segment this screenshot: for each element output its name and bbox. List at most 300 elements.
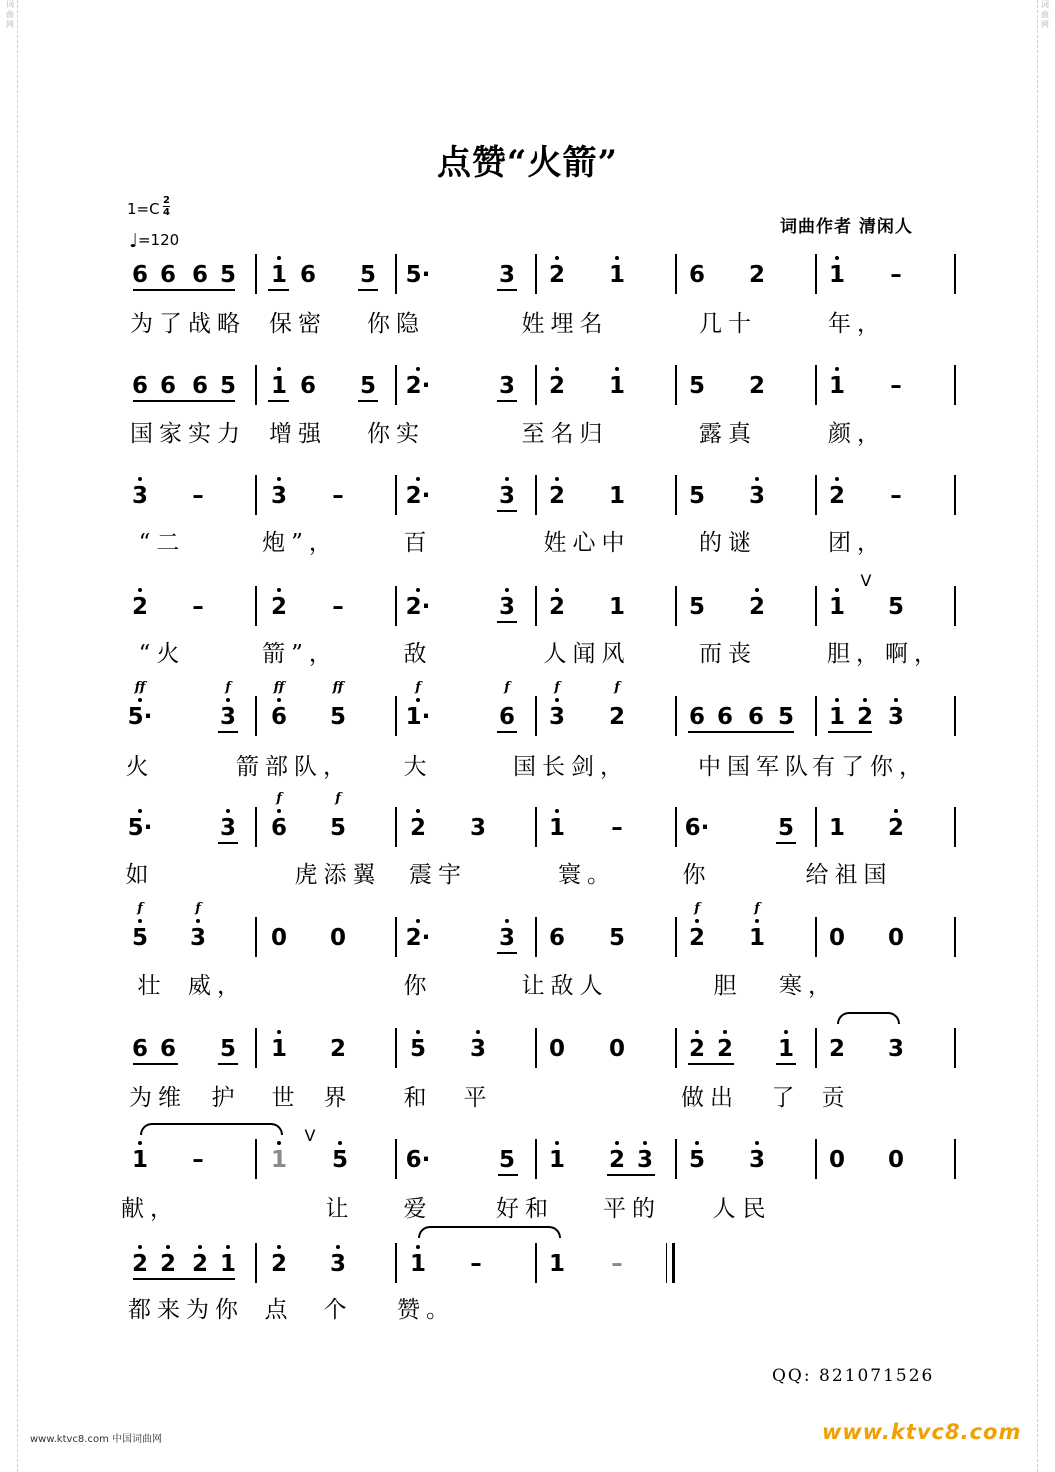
note: 6: [131, 1036, 149, 1062]
note: 1: [748, 925, 766, 951]
note: –: [611, 1251, 623, 1277]
lyric-text: 都来为你: [128, 1297, 244, 1323]
bar-line: [395, 1028, 397, 1068]
lyric-text: 点: [264, 1297, 294, 1323]
lyric-text: 民: [742, 1196, 772, 1222]
lyric-text: 让: [325, 1196, 355, 1222]
lyric-text: 虎添翼: [294, 862, 382, 888]
bar-line: [675, 1139, 677, 1179]
lyric-text: 百: [403, 530, 433, 556]
lyric-text: 姓心中: [543, 530, 631, 556]
octave-dot: [138, 477, 142, 481]
octave-dot: [505, 477, 509, 481]
lyric-text: 人闻风: [543, 641, 631, 667]
octave-dot: [138, 809, 142, 813]
note: 1: [548, 815, 566, 841]
time-signature-top: 2: [163, 195, 170, 206]
note: 2·: [405, 373, 431, 399]
octave-dot: [277, 698, 281, 702]
bar-line: [255, 1139, 257, 1179]
author-credit: 词曲作者 清闲人: [780, 217, 913, 237]
note: –: [470, 1251, 482, 1277]
note: 6: [159, 1036, 177, 1062]
octave-dot: [695, 1141, 699, 1145]
bar-line: [255, 254, 257, 294]
note: 1: [828, 373, 846, 399]
octave-dot: [277, 1141, 281, 1145]
note: 6: [548, 925, 566, 951]
beam-underline: [218, 731, 238, 733]
dynamic-mark: ff: [134, 680, 146, 695]
lyric-text: 胆: [713, 973, 743, 999]
beam-underline: [497, 731, 517, 733]
octave-dot: [755, 1141, 759, 1145]
lyric-text: 如: [125, 862, 155, 888]
lyric-text: 大: [403, 754, 433, 780]
lyric-text: 了: [771, 1085, 801, 1111]
bar-line: [395, 475, 397, 515]
lyric-text: 贡: [821, 1085, 851, 1111]
octave-dot: [894, 698, 898, 702]
lyric-text: 爱: [403, 1196, 433, 1222]
beam-underline: [268, 289, 289, 291]
octave-dot: [416, 809, 420, 813]
beam-underline: [607, 1174, 655, 1176]
note: 5: [131, 925, 149, 951]
slur-tie: [140, 1123, 283, 1135]
note: 2: [548, 262, 566, 288]
lyric-text: 而丧: [699, 641, 757, 667]
note: 3: [219, 704, 237, 730]
note: 2: [270, 1251, 288, 1277]
note: 2: [548, 483, 566, 509]
bar-line: [255, 696, 257, 736]
note: 1: [608, 483, 626, 509]
octave-dot: [555, 367, 559, 371]
note: 6: [131, 373, 149, 399]
beam-underline: [497, 952, 517, 954]
note: 0: [887, 925, 905, 951]
bar-line: [954, 807, 956, 847]
footer-logo: www.ktvc8.com: [822, 1420, 1022, 1444]
dynamic-mark: f: [504, 680, 510, 695]
note: 1: [409, 1251, 427, 1277]
lyric-text: 你: [682, 862, 712, 888]
note: –: [890, 373, 902, 399]
octave-dot: [555, 1141, 559, 1145]
note: 3: [329, 1251, 347, 1277]
slur-tie: [418, 1226, 561, 1238]
octave-dot: [138, 698, 142, 702]
beam-underline: [688, 731, 794, 733]
note: –: [890, 483, 902, 509]
beam-underline: [497, 289, 517, 291]
lyric-text: 寰。: [558, 862, 616, 888]
lyric-text: 个: [323, 1297, 353, 1323]
octave-dot: [198, 1245, 202, 1249]
note: –: [192, 594, 204, 620]
bar-line: [535, 586, 537, 626]
time-signature-bottom: 4: [163, 207, 170, 218]
note: 6·: [405, 1147, 431, 1173]
note: 2: [131, 1251, 149, 1277]
note: 2: [748, 594, 766, 620]
octave-dot: [416, 919, 420, 923]
beam-underline: [776, 842, 796, 844]
dynamic-mark: f: [225, 680, 231, 695]
bar-line: [954, 1139, 956, 1179]
note: 1: [828, 704, 846, 730]
note: 5: [608, 925, 626, 951]
note: 6: [747, 704, 765, 730]
note: 3: [887, 704, 905, 730]
octave-dot: [835, 588, 839, 592]
lyric-text: 颜，: [828, 421, 886, 447]
note: 5: [331, 1147, 349, 1173]
octave-dot: [784, 1030, 788, 1034]
note: 1: [270, 1147, 288, 1173]
bar-line: [395, 586, 397, 626]
bar-line: [535, 807, 537, 847]
tempo-value: =120: [137, 231, 180, 249]
note: 2: [270, 594, 288, 620]
note: 1: [828, 594, 846, 620]
breath-mark: V: [304, 1126, 316, 1145]
bar-line: [535, 1243, 537, 1283]
quarter-note-icon: ♩: [129, 230, 138, 252]
octave-dot: [226, 809, 230, 813]
note: 1: [777, 1036, 795, 1062]
note: –: [611, 815, 623, 841]
note: 1·: [405, 704, 431, 730]
bar-line: [395, 1139, 397, 1179]
lyric-text: 露真: [699, 421, 757, 447]
note: 5·: [127, 704, 153, 730]
note: 6: [159, 262, 177, 288]
octave-dot: [138, 588, 142, 592]
note: 1: [608, 373, 626, 399]
octave-dot: [338, 1141, 342, 1145]
note: 6: [498, 704, 516, 730]
octave-dot: [336, 1245, 340, 1249]
lyric-text: 炮”，: [262, 530, 338, 556]
octave-dot: [863, 698, 867, 702]
bar-line: [255, 475, 257, 515]
octave-dot: [476, 1030, 480, 1034]
bar-line: [815, 475, 817, 515]
lyric-text: 你隐: [367, 311, 425, 337]
note: 3: [469, 1036, 487, 1062]
octave-dot: [835, 256, 839, 260]
lyric-text: 为了战略: [130, 311, 246, 337]
beam-underline: [133, 289, 235, 291]
bar-line: [255, 365, 257, 405]
note: 3: [219, 815, 237, 841]
note: 2: [887, 815, 905, 841]
note: 5: [219, 1036, 237, 1062]
lyric-text: 团，: [828, 530, 886, 556]
note: 3: [748, 1147, 766, 1173]
dynamic-mark: f: [415, 680, 421, 695]
octave-dot: [138, 1245, 142, 1249]
bar-line: [954, 475, 956, 515]
note: 6: [131, 262, 149, 288]
note: 3: [887, 1036, 905, 1062]
bar-line: [815, 1028, 817, 1068]
note: 6: [688, 704, 706, 730]
bar-line: [815, 917, 817, 957]
lyric-text: 护: [211, 1085, 241, 1111]
lyric-text: 箭部队，: [236, 754, 352, 780]
lyric-text: 威，: [188, 973, 246, 999]
note: 0: [270, 925, 288, 951]
side-watermark-right: 词 曲 网: [1037, 0, 1052, 1472]
bar-line: [954, 696, 956, 736]
octave-dot: [416, 1030, 420, 1034]
bar-line: [535, 696, 537, 736]
octave-dot: [138, 1141, 142, 1145]
octave-dot: [894, 809, 898, 813]
bar-line: [675, 696, 677, 736]
bar-line: [672, 1243, 675, 1283]
octave-dot: [695, 1030, 699, 1034]
octave-dot: [555, 809, 559, 813]
note: –: [192, 483, 204, 509]
octave-dot: [226, 1245, 230, 1249]
lyric-text: 赞。: [397, 1297, 455, 1323]
lyric-text: 有了你，: [812, 754, 928, 780]
note: 1: [270, 373, 288, 399]
beam-underline: [358, 400, 378, 402]
dynamic-mark: ff: [332, 680, 344, 695]
bar-line: [675, 1028, 677, 1068]
note: 3: [189, 925, 207, 951]
bar-line: [815, 586, 817, 626]
note: 2: [409, 815, 427, 841]
note: 2: [856, 704, 874, 730]
note: 5: [688, 373, 706, 399]
lyric-text: 震宇: [409, 862, 467, 888]
note: 3: [131, 483, 149, 509]
note: 2: [748, 373, 766, 399]
beam-underline: [776, 1063, 796, 1065]
note: 2: [716, 1036, 734, 1062]
note: 0: [548, 1036, 566, 1062]
note: 3: [469, 815, 487, 841]
lyric-text: 好和: [496, 1196, 554, 1222]
lyric-text: 世: [271, 1085, 301, 1111]
note: 5: [777, 704, 795, 730]
note: 5: [887, 594, 905, 620]
note: 1: [219, 1251, 237, 1277]
beam-underline: [497, 510, 517, 512]
note: 5: [219, 373, 237, 399]
dynamic-mark: f: [276, 791, 282, 806]
note: 2·: [405, 594, 431, 620]
beam-underline: [828, 731, 872, 733]
note: 3: [498, 373, 516, 399]
lyric-text: 人: [712, 1196, 742, 1222]
note: 3: [270, 483, 288, 509]
octave-dot: [755, 588, 759, 592]
note: 5: [359, 373, 377, 399]
note: 5·: [405, 262, 431, 288]
note: 1: [608, 594, 626, 620]
lyric-text: 做出: [681, 1085, 739, 1111]
bar-line: [395, 365, 397, 405]
bar-line: [815, 365, 817, 405]
note: 5: [688, 1147, 706, 1173]
note: 3: [498, 594, 516, 620]
note: –: [332, 483, 344, 509]
octave-dot: [555, 477, 559, 481]
note: 1: [828, 262, 846, 288]
octave-dot: [138, 919, 142, 923]
bar-line: [675, 586, 677, 626]
octave-dot: [755, 477, 759, 481]
beam-underline: [497, 400, 517, 402]
bar-line: [666, 1243, 667, 1283]
lyric-text: 和: [403, 1085, 433, 1111]
lyric-text: 为维: [129, 1085, 187, 1111]
note: 1: [270, 1036, 288, 1062]
bar-line: [395, 807, 397, 847]
bar-line: [255, 807, 257, 847]
beam-underline: [497, 621, 517, 623]
octave-dot: [277, 588, 281, 592]
octave-dot: [723, 1030, 727, 1034]
note: 2: [828, 483, 846, 509]
bar-line: [395, 254, 397, 294]
octave-dot: [615, 367, 619, 371]
bar-line: [954, 1028, 956, 1068]
note: 6: [716, 704, 734, 730]
lyric-text: 胆，啊，: [827, 641, 943, 667]
octave-dot: [695, 919, 699, 923]
octave-dot: [615, 256, 619, 260]
octave-dot: [755, 919, 759, 923]
note: –: [890, 262, 902, 288]
octave-dot: [416, 1245, 420, 1249]
lyric-text: 的谜: [699, 530, 757, 556]
note: 6: [191, 373, 209, 399]
note: 2·: [405, 925, 431, 951]
note: –: [192, 1147, 204, 1173]
note: 0: [828, 1147, 846, 1173]
octave-dot: [416, 367, 420, 371]
note: 2: [191, 1251, 209, 1277]
note: 3: [748, 483, 766, 509]
lyric-text: 中国军队: [698, 754, 814, 780]
bar-line: [535, 1139, 537, 1179]
note: 6: [270, 704, 288, 730]
note: 5: [329, 815, 347, 841]
note: 2: [748, 262, 766, 288]
note: 1: [548, 1147, 566, 1173]
note: 3: [498, 483, 516, 509]
octave-dot: [505, 919, 509, 923]
octave-dot: [416, 477, 420, 481]
note: 2: [131, 594, 149, 620]
bar-line: [675, 365, 677, 405]
octave-dot: [643, 1141, 647, 1145]
lyric-text: 至名归: [521, 421, 609, 447]
note: 3: [498, 925, 516, 951]
octave-dot: [277, 809, 281, 813]
lyric-text: 壮: [137, 973, 167, 999]
beam-underline: [133, 1278, 235, 1280]
lyric-text: 保密: [269, 311, 327, 337]
octave-dot: [277, 1030, 281, 1034]
octave-dot: [835, 477, 839, 481]
octave-dot: [555, 698, 559, 702]
beam-underline: [358, 289, 378, 291]
note: 1: [131, 1147, 149, 1173]
bar-line: [535, 254, 537, 294]
breath-mark: V: [860, 571, 872, 590]
note: 6: [270, 815, 288, 841]
side-watermark-left: 词 曲 网: [3, 0, 18, 1472]
bar-line: [815, 696, 817, 736]
octave-dot: [277, 1245, 281, 1249]
bar-line: [954, 586, 956, 626]
note: 1: [548, 1251, 566, 1277]
bar-line: [675, 917, 677, 957]
octave-dot: [277, 367, 281, 371]
octave-dot: [505, 588, 509, 592]
dynamic-mark: f: [694, 901, 700, 916]
lyric-text: 你实: [367, 421, 425, 447]
dynamic-mark: f: [554, 680, 560, 695]
note: 0: [329, 925, 347, 951]
octave-dot: [555, 256, 559, 260]
octave-dot: [416, 698, 420, 702]
lyric-text: 给祖国: [805, 862, 893, 888]
note: 0: [608, 1036, 626, 1062]
note: 5: [777, 815, 795, 841]
lyric-text: 平的: [603, 1196, 661, 1222]
note: 2: [548, 373, 566, 399]
note: 5: [688, 483, 706, 509]
note: 3: [548, 704, 566, 730]
octave-dot: [166, 1245, 170, 1249]
note: 6·: [684, 815, 710, 841]
dynamic-mark: ff: [273, 680, 285, 695]
bar-line: [255, 586, 257, 626]
bar-line: [815, 1139, 817, 1179]
beam-underline: [218, 1063, 238, 1065]
note: 2: [608, 1147, 626, 1173]
note: 3: [636, 1147, 654, 1173]
bar-line: [255, 1243, 257, 1283]
bar-line: [954, 917, 956, 957]
dynamic-mark: f: [754, 901, 760, 916]
note: 2: [548, 594, 566, 620]
lyric-text: 箭”，: [262, 641, 338, 667]
note: 2: [608, 704, 626, 730]
lyric-text: 平: [463, 1085, 493, 1111]
bar-line: [954, 254, 956, 294]
octave-dot: [835, 367, 839, 371]
lyric-text: 献，: [121, 1196, 179, 1222]
note: 5: [329, 704, 347, 730]
lyric-text: 几十: [699, 311, 757, 337]
bar-line: [535, 1028, 537, 1068]
note: 1: [608, 262, 626, 288]
octave-dot: [835, 698, 839, 702]
dynamic-mark: f: [614, 680, 620, 695]
note: 5: [219, 262, 237, 288]
